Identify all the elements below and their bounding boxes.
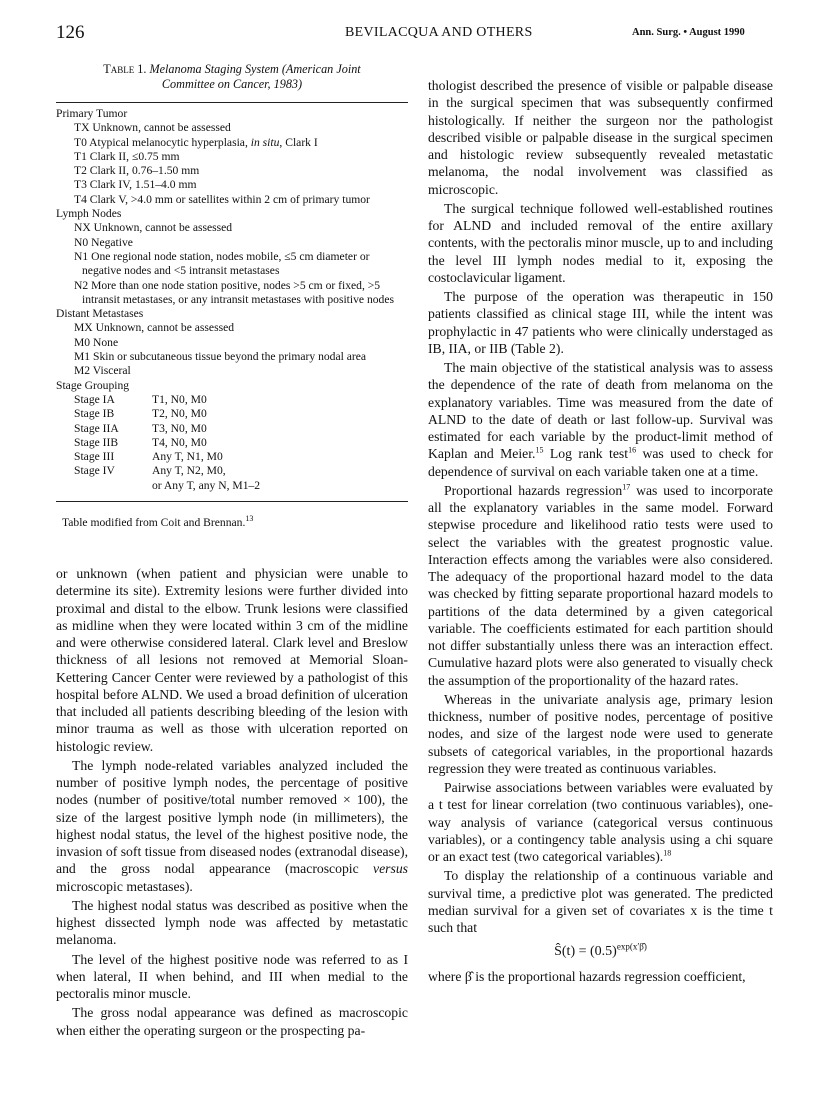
table-item: MX Unknown, cannot be assessed — [74, 321, 235, 335]
paragraph — [428, 482, 773, 689]
text-run: Whereas in the univariate analysis age, primary lesion thickness, number of positive nodes, percentage of positive nodes, and size of the largest node were used to generate subsets of categorical variables, in the proportional hazards regression they were treated as continuous variables. — [428, 691, 773, 776]
grouping-heading: Stage Grouping — [56, 378, 130, 392]
table-bottom-rule — [56, 501, 408, 502]
stage-name: Stage IB — [74, 407, 115, 421]
running-head: BEVILACQUA AND OTHERS — [345, 25, 533, 40]
citation-ref: 17 — [622, 482, 631, 492]
table-item: NX Unknown, cannot be assessed — [74, 221, 233, 235]
stage-name: Stage IIB — [74, 435, 119, 449]
paragraph — [428, 968, 773, 985]
stage-row — [56, 393, 408, 407]
table-section-heading: Primary Tumor — [56, 107, 128, 120]
paragraph — [428, 359, 773, 480]
text-run: The highest nodal status was described as positive when the highest dissected lymph node was affected by metastatic melanoma. — [56, 897, 408, 948]
text-run: The level of the highest positive node was referred to as I when lateral, II when behind, and III when medial to the pectoralis minor muscle. — [56, 951, 408, 1001]
stage-definition: T4, N0, M0 — [152, 435, 207, 449]
table-item: TX Unknown, cannot be assessed — [74, 121, 231, 135]
stage-grouping — [56, 393, 408, 493]
paragraph — [428, 691, 773, 777]
text-run: The main objective of the statistical analysis was to assess the dependence of the rate of death from melanoma on the explanatory variables. Time was measured from the date of ALND to the date of death or last follow-up. Survival was estimated for each variable by the product-limit method of Kaplan and Meier. — [428, 360, 773, 462]
table-title-line1: Melanoma Staging System (American Joint — [149, 62, 361, 76]
text-run: or unknown (when patient and physician were unable to determine its site). Extremity lesions were further divided into proximal and distal to the elbow. Trunk lesions were classified as midline when they were located within 3 cm of the midline and were otherwise considered lateral. Clark level and Breslow thickness of all lesions not removed at Memorial Sloan-Kettering Cancer Center were reviewed by a pathologist of this hospital before ALND. We used a broad definition of ulceration that included all patients describing bleeding of the lesion with minor trauma as well as those with ulceration reported on histologic review. — [56, 566, 408, 754]
stage-definition: Any T, N2, M0, — [152, 464, 226, 478]
table-section-heading: Distant Metastases — [56, 307, 144, 321]
table-item: N1 One regional node station, nodes mobile, ≤5 cm diameter or negative nodes and <5 intransit metastases — [74, 249, 370, 278]
text-run: where β̂ is the proportional hazards regression coefficient, — [428, 968, 746, 984]
survival-formula — [428, 943, 773, 960]
paragraph — [428, 200, 773, 286]
table-item: N0 Negative — [74, 235, 133, 249]
table-item: M2 Visceral — [74, 364, 131, 378]
stage-definition: T2, N0, M0 — [152, 407, 207, 421]
table-footnote — [56, 516, 408, 530]
stage-name: Stage III — [74, 450, 115, 464]
table-caption — [56, 62, 408, 92]
stage-row — [56, 422, 408, 436]
text-run: was used to check for dependence of survival on each variable taken one at a time. — [428, 446, 773, 479]
stage-definition: Any T, N1, M0 — [152, 450, 223, 464]
paragraph — [56, 757, 408, 895]
stage-name: Stage IV — [74, 464, 115, 478]
text-run: thologist described the presence of visible or palpable disease in the surgical specimen that was subsequently confirmed histologically. If neither the surgeon nor the pathologist described visible or palpable disease in the surgical specimen and histologic review subsequently revealed metastatic melanoma, the nodal involvement was classified as microscopic. — [428, 78, 773, 197]
paragraph — [56, 565, 408, 755]
footnote-text: Table modified from Coit and Brennan. — [62, 516, 246, 530]
table-section-heading: Lymph Nodes — [56, 207, 122, 221]
text-run: The lymph node-related variables analyzed included the number of positive lymph nodes, the percentage of positive nodes (number of positive/total number removed × 100), the size of the largest positive lymph node (in millimeters), the highest nodal status, the level of the highest positive node, the invasion of soft tissue from diseased nodes (extranodal disease), and the gross nodal appearance (macroscopic — [56, 757, 408, 877]
table-item: M0 None — [74, 335, 119, 349]
stage-definition: T1, N0, M0 — [152, 392, 207, 406]
citation-ref: 16 — [628, 445, 637, 455]
text-run: To display the relationship of a continuous variable and survival time, a predictive plot was generated. The predicted median survival for a given set of covariates x is the time t such that — [428, 868, 773, 935]
footnote-ref: 13 — [245, 514, 254, 524]
paragraph — [428, 867, 773, 936]
stage-row — [56, 436, 408, 450]
text-run: The surgical technique followed well-established routines for ALND and included removal of the entire axillary contents, with the pectoralis minor muscle, up to and including the level III lymph nodes medial to it, exposing the costoclavicular ligament. — [428, 200, 773, 285]
table-item: T4 Clark V, >4.0 mm or satellites within 2 cm of primary tumor — [74, 192, 370, 206]
citation-ref: 18 — [663, 848, 672, 858]
paragraph — [428, 288, 773, 357]
paragraph — [56, 1004, 408, 1039]
table-title-line2: Committee on Cancer, 1983) — [161, 77, 303, 91]
stage-name: Stage IA — [74, 392, 115, 406]
right-column-text-b — [428, 968, 773, 985]
stage-name: Stage IIA — [74, 421, 119, 435]
stage-definition-continued: or Any T, any N, M1–2 — [152, 478, 261, 492]
formula-exponent: exp(x′β̂) — [616, 941, 647, 952]
text-run: microscopic metastases). — [56, 878, 193, 894]
stage-row — [56, 464, 408, 478]
staging-table — [56, 62, 408, 530]
text-run: The purpose of the operation was therapeutic in 150 patients classified as clinical stage III, while the intent was prophylactic in 47 patients who were clinically understaged as IB, IIA, or IIB (Table 2). — [428, 289, 773, 356]
table-item: T0 Atypical melanocytic hyperplasia, in situ, Clark I — [74, 135, 318, 149]
table-item: N2 More than one node station positive, nodes >5 cm or fixed, >5 intransit metastases, or any intransit metastases with positive nodes — [74, 278, 395, 306]
right-column — [428, 77, 773, 987]
table-item: T2 Clark II, 0.76–1.50 mm — [74, 164, 200, 178]
paragraph — [56, 897, 408, 949]
stage-definition: T3, N0, M0 — [152, 421, 207, 435]
left-column — [56, 565, 408, 1041]
paragraph — [56, 951, 408, 1003]
table-body — [56, 107, 408, 379]
text-run: The gross nodal appearance was defined as macroscopic when either the operating surgeon or the prospecting pa- — [56, 1005, 408, 1038]
journal-citation: Ann. Surg. • August 1990 — [632, 27, 745, 38]
table-top-rule — [56, 102, 408, 103]
stage-row — [56, 450, 408, 464]
paragraph — [428, 77, 773, 198]
text-run: versus — [373, 861, 408, 877]
table-item: M1 Skin or subcutaneous tissue beyond the primary nodal area — [74, 350, 367, 364]
table-item: T3 Clark IV, 1.51–4.0 mm — [74, 178, 197, 192]
formula-lhs: Ŝ(t) = (0.5) — [554, 944, 617, 960]
text-run: Log rank test — [543, 446, 629, 462]
text-run: Pairwise associations between variables were evaluated by a t test for linear correlation (two continuous variables), one-way analysis of variance (categorical versus continuous variables), or a contingency table analysis using a chi square or an exact test (two categorical variables). — [428, 780, 773, 864]
citation-ref: 15 — [535, 445, 544, 455]
stage-row — [56, 407, 408, 421]
right-column-text-a — [428, 77, 773, 936]
table-label: Table 1. — [103, 62, 147, 76]
text-run: was used to incorporate all the explanatory variables in the same model. Forward stepwise procedure and likelihood ratio tests were used to select the variables with the greatest prognostic value. Interaction effects among the variables were also considered. The adequacy of the proportional hazard model to the data was checked by fitting separate proportional hazard models to partitions of the data determined by a given categorical variable. The coefficients estimated for each partition should not differ substantially unless there was an interaction effect. Cumulative hazard plots were also generated to visually check the assumption of the proportionality of the hazard rates. — [428, 482, 773, 688]
page-number: 126 — [56, 22, 85, 43]
paragraph — [428, 779, 773, 865]
table-item: T1 Clark II, ≤0.75 mm — [74, 149, 180, 163]
text-run: Proportional hazards regression — [444, 482, 623, 498]
